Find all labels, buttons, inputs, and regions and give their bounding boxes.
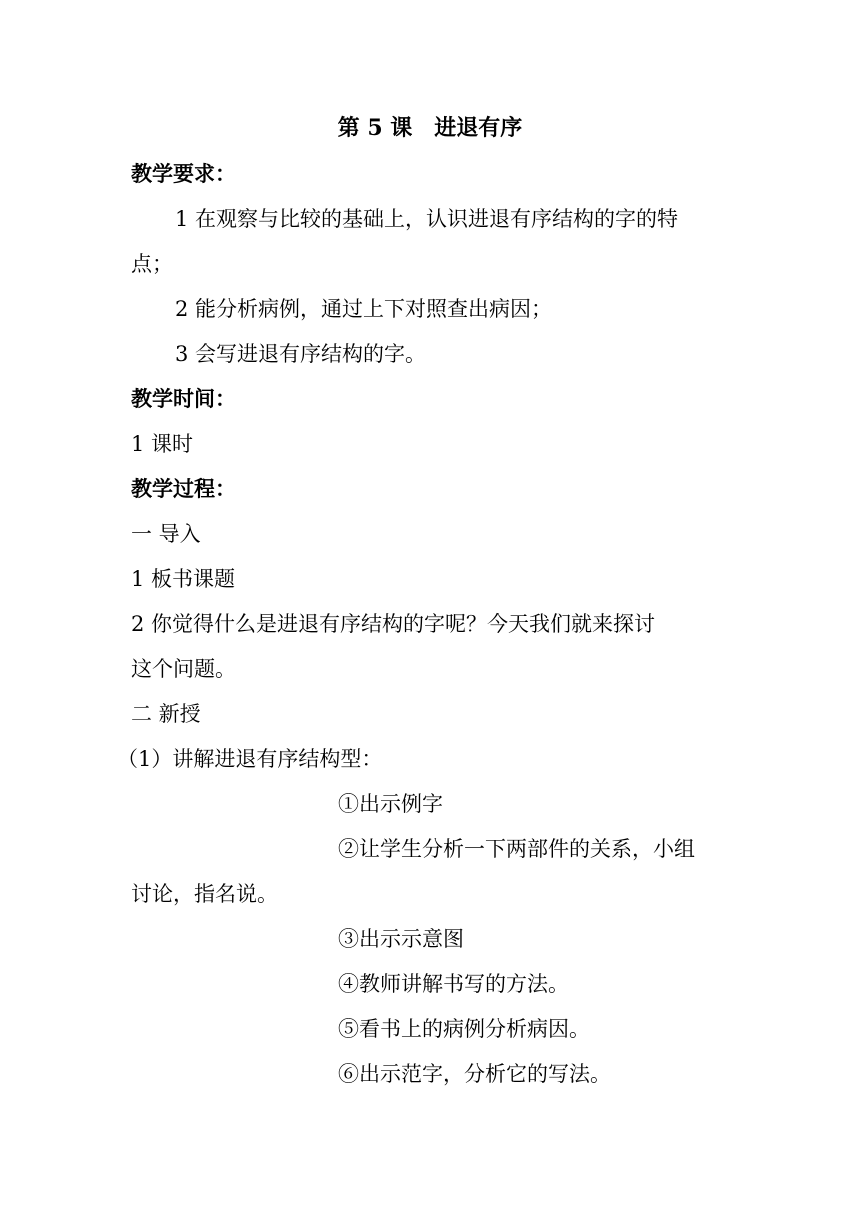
requirement-item-2: 2 能分析病例，通过上下对照查出病因；	[175, 297, 553, 321]
intro-item-1: 1 板书课题	[131, 567, 236, 591]
section-new-title: 二 新授	[131, 702, 201, 726]
step-5: ⑤看书上的病例分析病因。	[338, 1017, 590, 1041]
step-6: ⑥出示范字，分析它的写法。	[338, 1062, 611, 1086]
process-heading: 教学过程：	[131, 476, 236, 501]
page-title: 第 5 课 进退有序	[337, 115, 523, 141]
step-3: ③出示示意图	[338, 927, 464, 951]
step-1: ①出示例字	[338, 792, 443, 816]
requirement-item-3: 3 会写进退有序结构的字。	[175, 342, 427, 366]
time-heading: 教学时间：	[131, 386, 236, 411]
requirements-heading: 教学要求：	[131, 161, 236, 186]
section-intro-title: 一 导入	[131, 522, 201, 546]
step-2: ②让学生分析一下两部件的关系，小组	[338, 837, 695, 861]
section-new-subtitle: （1）讲解进退有序结构型：	[117, 747, 383, 771]
requirement-item-1: 1 在观察与比较的基础上，认识进退有序结构的字的特	[175, 207, 679, 231]
step-4: ④教师讲解书写的方法。	[338, 972, 569, 996]
intro-item-2: 2 你觉得什么是进退有序结构的字呢？今天我们就来探讨	[131, 612, 656, 636]
requirement-item-1-continued: 点；	[131, 252, 173, 276]
intro-item-2-continued: 这个问题。	[131, 657, 236, 681]
step-2-continued: 讨论，指名说。	[131, 882, 278, 906]
time-value: 1 课时	[131, 432, 194, 456]
